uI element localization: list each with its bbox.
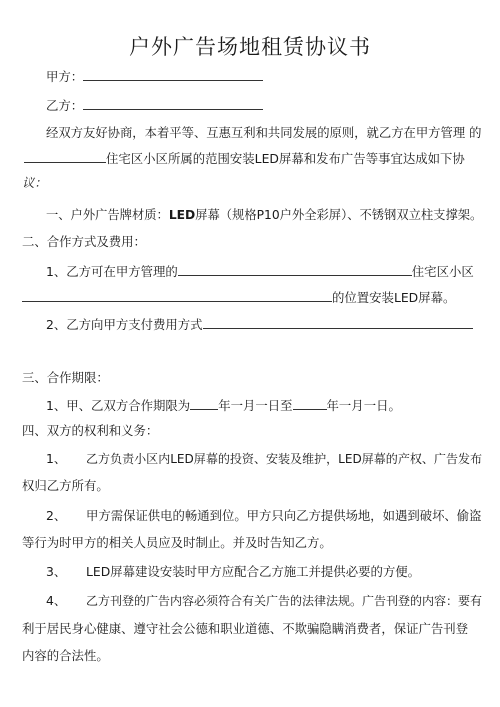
section-3-item-1 [46,397,401,414]
section-4-item-1-text: 乙方负责小区内LED屏幕的投资、安装及维护，LED屏幕的产权、广告发布 [86,452,483,466]
community-name-blank [24,150,106,163]
section-4-item-3-num: 3、 [46,564,67,579]
end-year-blank [293,397,327,410]
section-1-prefix: 一、户外广告牌材质： [46,208,169,222]
term-middle: 年一月一日至 [218,398,293,413]
section-4-item-2-cont: 等行为时甲方的相关人员应及时制止。并及时告知乙方。 [22,535,332,550]
section-2-item-2 [46,316,473,333]
section-4-item-4-cont-2: 内容的合法性。 [22,648,109,663]
section-4-item-3-text: LED屏幕建设安装时甲方应配合乙方施工并提供必要的方便。 [86,564,421,579]
section-4-item-1-num: 1、 [46,451,67,466]
section-2-item-1-suffix: 住宅区小区 [411,264,474,279]
section-4-item-2-num: 2、 [46,508,67,523]
party-b-line [46,97,263,114]
intro-line-1: 经双方友好协商，本着平等、互惠互利和共同发展的原则，就乙方在甲方管理 的 [46,126,482,140]
section-4-item-1-cont: 权归乙方所有。 [22,478,109,493]
section-2-item-1 [46,263,474,280]
party-b-blank [83,97,263,110]
section-4-item-2-text: 甲方需保证供电的畅通到位。甲方只向乙方提供场地，如遇到破坏、偷盗 [86,509,482,523]
party-a-line [46,68,263,85]
section-1-material [46,207,482,223]
section-4-item-4-cont-1: 利于居民身心健康、遵守社会公德和职业道德、不欺骗隐瞒消费者，保证广告刊登 [22,621,469,636]
location-blank [22,289,332,302]
section-2-item-1-line-2 [22,289,455,306]
payment-method-blank [203,316,473,329]
section-4-heading: 四、双方的权利和义务： [22,423,159,438]
intro-line-2-text: 住宅区小区所属的范围安装LED屏幕和发布广告等事宜达成如下协 [106,151,465,166]
section-1-led: LED [168,208,196,222]
intro-line-3: 议： [22,175,47,190]
section-4-item-4-num: 4、 [46,593,67,608]
party-a-label: 甲方： [46,69,84,84]
section-3-heading: 三、合作期限： [22,370,109,385]
section-2-heading: 二、合作方式及费用： [22,234,146,249]
section-2-item-1-blank [178,263,412,276]
term-prefix: 1、甲、乙双方合作期限为 [46,398,191,413]
section-4-item-4-text: 乙方刊登的广告内容必须符合有关广告的法律法规。广告刊登的内容：要有 [86,594,483,608]
intro-line-2 [24,150,465,167]
document-title: 户外广告场地租赁协议书 [129,35,371,59]
section-2-item-2-text: 2、乙方向甲方支付费用方式 [46,317,203,332]
section-1-text: 屏幕（规格P10户外全彩屏）、不锈钢双立柱支撑架。 [195,208,483,222]
party-a-blank [83,68,263,81]
start-year-blank [190,397,218,410]
term-suffix: 年一月一日。 [326,398,401,413]
section-2-item-1-line-2-text: 的位置安装LED屏幕。 [332,290,456,305]
section-2-item-1-prefix: 1、乙方可在甲方管理的 [46,264,178,279]
party-b-label: 乙方： [46,98,84,113]
